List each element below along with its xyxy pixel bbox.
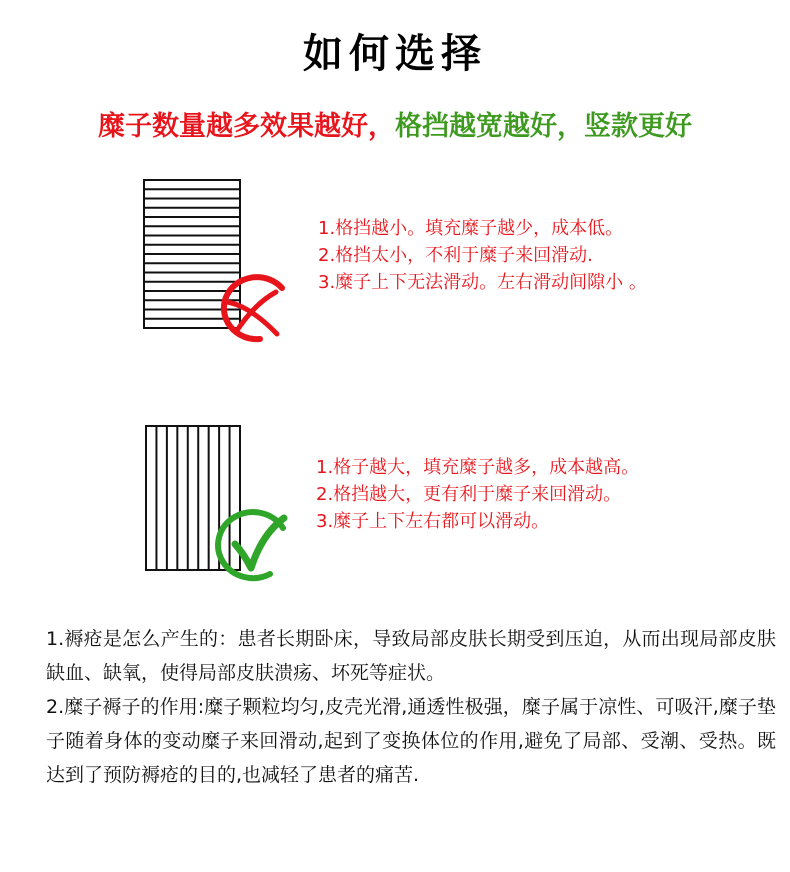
explanation-notes [46, 622, 776, 792]
grid-frame [146, 426, 240, 570]
bad-example-point: 1.格挡越小。填充糜子越少，成本低。 [318, 218, 624, 239]
good-example-point: 3.糜子上下左右都可以滑动。 [316, 511, 550, 532]
good-example-list [316, 454, 639, 535]
bad-example-point: 3.糜子上下无法滑动。左右滑动间隙小 。 [318, 272, 647, 293]
subtitle-red-part: 糜子数量越多效果越好， [98, 111, 395, 142]
horizontal-grid-diagram [140, 176, 288, 344]
bad-example-point: 2.格挡太小，不利于糜子来回滑动. [318, 245, 593, 266]
check-mark-icon [218, 512, 284, 578]
good-example-point: 1.格子越大，填充糜子越多，成本越高。 [316, 457, 640, 478]
good-example-point: 2.格挡越大，更有利于糜子来回滑动。 [316, 484, 622, 505]
cross-mark-icon [224, 277, 282, 339]
note-paragraph: 2.糜子褥子的作用:糜子颗粒均匀,皮壳光滑,通透性极强，糜子属于凉性、可吸汗,糜子垫子随着身体的变动糜子来回滑动,起到了变换体位的作用,避免了局部、受潮、受热。既达到了预防褥疮的目的,也减轻了患者的痛苦. [46, 696, 776, 786]
vertical-grid-diagram [138, 422, 288, 590]
subtitle-green-part: 格挡越宽越好，竖款更好 [395, 111, 692, 142]
page-title: 如何选择 [303, 31, 487, 77]
vertical-grid-lines [146, 426, 240, 570]
note-paragraph: 1.褥疮是怎么产生的：患者长期卧床，导致局部皮肤长期受到压迫，从而出现局部皮肤缺血、缺氧，使得局部皮肤溃疡、坏死等症状。 [46, 628, 776, 684]
bad-example-list [318, 215, 647, 296]
subtitle [0, 104, 790, 143]
